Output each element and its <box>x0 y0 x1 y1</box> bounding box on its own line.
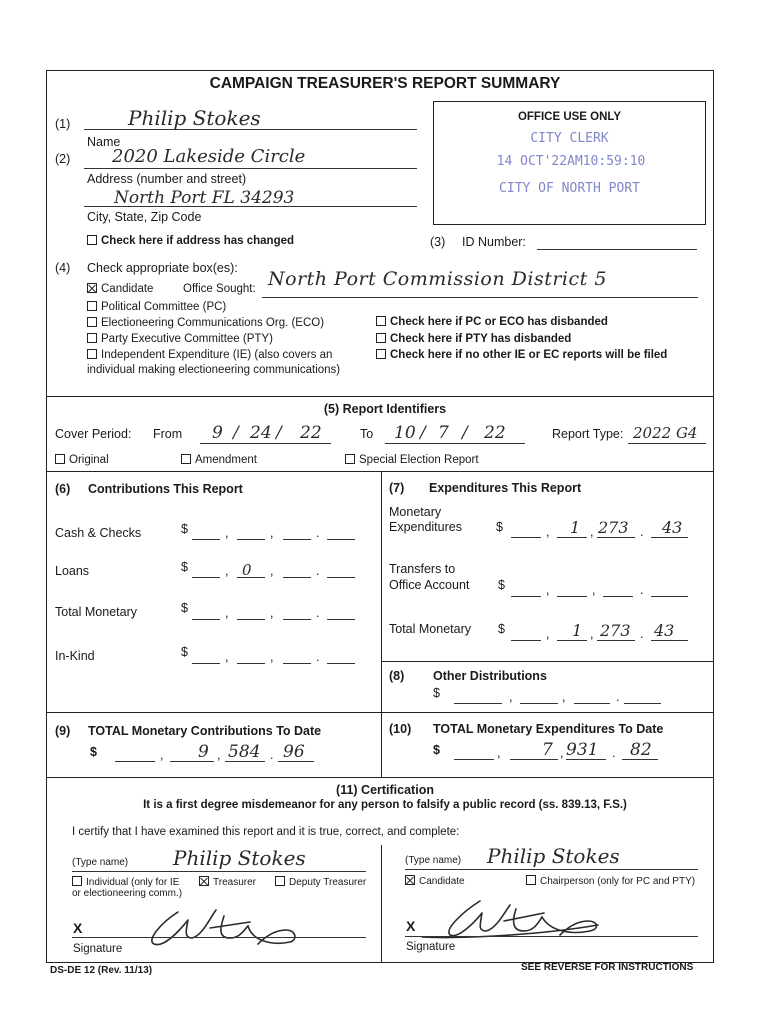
left-name-line <box>72 871 366 872</box>
signature-x-mark: X <box>73 920 83 936</box>
no-other-reports-checkbox[interactable]: Check here if no other IE or EC reports will be filed <box>376 349 667 361</box>
stamp-city-clerk: CITY CLERK <box>530 131 609 146</box>
amendment-checkbox[interactable]: Amendment <box>181 454 257 466</box>
section-7-number: (7) <box>389 481 405 495</box>
pty-checkbox[interactable]: Party Executive Committee (PTY) <box>87 333 273 345</box>
section-6-number: (6) <box>55 482 71 496</box>
city-label: City, State, Zip Code <box>87 210 202 224</box>
to-month[interactable]: 10 <box>394 423 416 443</box>
checkbox-icon[interactable] <box>87 317 97 327</box>
right-signature-line <box>405 936 698 937</box>
from-year[interactable]: 22 <box>300 423 322 443</box>
checkbox-icon[interactable] <box>376 349 386 359</box>
right-signature-scribble <box>420 895 610 945</box>
right-type-name[interactable]: Philip Stokes <box>487 844 620 868</box>
name-line <box>84 129 417 130</box>
from-month[interactable]: 9 <box>212 423 223 443</box>
name-label: Name <box>87 135 121 149</box>
section-1-number: (1) <box>55 117 71 131</box>
section-6-heading: Contributions This Report <box>88 482 243 496</box>
section-2-number: (2) <box>55 152 71 166</box>
checkbox-icon[interactable] <box>55 454 65 464</box>
section-10-heading: TOTAL Monetary Expenditures To Date <box>433 722 664 736</box>
monetary-hundreds[interactable]: 273 <box>598 518 629 537</box>
checkbox-icon[interactable] <box>87 349 97 359</box>
section-8-number: (8) <box>389 669 405 683</box>
divider <box>46 396 714 397</box>
total-monetary-exp-label: Total Monetary <box>389 622 471 636</box>
treasurer-checkbox[interactable]: Treasurer <box>199 876 256 888</box>
pty-disbanded-checkbox[interactable]: Check here if PTY has disbanded <box>376 333 571 345</box>
contrib-to-date-hundreds[interactable]: 584 <box>228 742 261 762</box>
section-9-number: (9) <box>55 724 71 738</box>
column-divider <box>381 845 382 963</box>
divider <box>46 712 714 713</box>
section-3-number: (3) <box>430 235 446 249</box>
contrib-to-date-cents[interactable]: 96 <box>283 742 305 762</box>
left-signature-label: Signature <box>73 943 123 955</box>
section-4-heading: Check appropriate box(es): <box>87 261 238 275</box>
checkbox-icon[interactable] <box>376 333 386 343</box>
form-number: DS-DE 12 (Rev. 11/13) <box>50 965 153 976</box>
left-signature-line <box>72 937 366 938</box>
office-sought-label: Office Sought: <box>183 283 256 295</box>
section-10-number: (10) <box>389 722 412 736</box>
individual-checkbox[interactable]: Individual (only for IE <box>72 876 179 888</box>
divider <box>46 471 714 472</box>
id-number-label: ID Number: <box>462 235 526 249</box>
right-signature-label: Signature <box>406 941 456 953</box>
total-exp-cents[interactable]: 43 <box>654 621 675 640</box>
exp-to-date-cents[interactable]: 82 <box>630 740 652 760</box>
address-value[interactable]: 2020 Lakeside Circle <box>112 146 306 167</box>
office-sought-value[interactable]: North Port Commission District 5 <box>268 268 607 290</box>
stamp-date: 14 OCT'22AM10:59:10 <box>496 154 646 169</box>
checkbox-icon[interactable] <box>376 316 386 326</box>
checked-box-icon[interactable] <box>199 876 209 886</box>
name-value[interactable]: Philip Stokes <box>128 106 261 130</box>
section-7-heading: Expenditures This Report <box>429 481 582 495</box>
individual-description: or electioneering comm.) <box>72 888 183 899</box>
dollar-sign: $ <box>90 745 97 759</box>
monetary-cents[interactable]: 43 <box>662 518 683 537</box>
to-label: To <box>360 427 374 441</box>
left-signature-scribble <box>140 900 300 952</box>
dollar-sign: $ <box>181 645 188 659</box>
cash-checks-label: Cash & Checks <box>55 526 142 540</box>
section-8-heading: Other Distributions <box>433 669 547 683</box>
monetary-label: Monetary <box>389 505 442 519</box>
type-name-label: (Type name) <box>405 855 462 866</box>
dollar-sign: $ <box>181 522 188 536</box>
office-account-label: Office Account <box>389 578 470 592</box>
special-election-checkbox[interactable]: Special Election Report <box>345 454 479 466</box>
eco-checkbox[interactable]: Electioneering Communications Org. (ECO) <box>87 317 324 329</box>
exp-to-date-hundreds[interactable]: 931 <box>566 740 599 760</box>
dollar-sign: $ <box>496 520 503 534</box>
candidate-checkbox[interactable]: Candidate <box>87 283 153 295</box>
column-divider <box>381 471 382 777</box>
checkbox-icon[interactable] <box>275 876 285 886</box>
certify-statement: I certify that I have examined this report and it is true, correct, and complete: <box>72 826 460 838</box>
type-name-label: (Type name) <box>72 857 129 868</box>
city-value[interactable]: North Port FL 34293 <box>114 188 295 208</box>
checkbox-icon[interactable] <box>526 875 536 885</box>
checkbox-icon[interactable] <box>72 876 82 886</box>
section-5-heading: (5) Report Identifiers <box>323 402 447 416</box>
total-monetary-contrib-label: Total Monetary <box>55 605 137 619</box>
dollar-sign: $ <box>181 560 188 574</box>
checkbox-icon[interactable] <box>87 235 97 245</box>
from-day[interactable]: 24 <box>250 423 272 443</box>
checkbox-icon[interactable] <box>345 454 355 464</box>
ie-description: individual making electioneering communications) <box>87 364 341 376</box>
chairperson-checkbox[interactable]: Chairperson (only for PC and PTY) <box>526 875 695 887</box>
contrib-to-date-thousands[interactable]: 9 <box>198 742 209 762</box>
to-line <box>385 443 525 444</box>
section-11-heading: (11) Certification <box>336 783 434 797</box>
section-4-number: (4) <box>55 261 71 275</box>
section-9-heading: TOTAL Monetary Contributions To Date <box>88 724 322 738</box>
checked-box-icon[interactable] <box>405 875 415 885</box>
total-exp-thousands[interactable]: 1 <box>572 621 583 640</box>
id-number-field[interactable] <box>537 249 697 250</box>
from-line <box>200 443 331 444</box>
address-label: Address (number and street) <box>87 172 247 186</box>
office-use-title: OFFICE USE ONLY <box>517 111 622 123</box>
dollar-sign: $ <box>181 601 188 615</box>
ie-checkbox[interactable]: Independent Expenditure (IE) (also covers an <box>87 349 332 361</box>
signature-x-mark: X <box>406 918 416 934</box>
total-exp-hundreds[interactable]: 273 <box>600 621 631 640</box>
pc-checkbox[interactable]: Political Committee (PC) <box>87 301 226 313</box>
address-line <box>84 168 417 169</box>
checkbox-icon[interactable] <box>87 301 97 311</box>
dollar-sign: $ <box>433 686 440 700</box>
right-name-line <box>405 869 698 870</box>
to-year[interactable]: 22 <box>484 423 506 443</box>
report-type-value[interactable]: 2022 G4 <box>633 424 698 442</box>
loans-value[interactable]: 0 <box>242 561 252 579</box>
expenditures-label: Expenditures <box>389 520 462 534</box>
from-label: From <box>153 427 183 441</box>
monetary-thousands[interactable]: 1 <box>570 518 581 537</box>
reverse-instructions: SEE REVERSE FOR INSTRUCTIONS <box>521 962 694 973</box>
exp-to-date-thousands[interactable]: 7 <box>542 740 553 760</box>
dollar-sign: $ <box>498 622 505 636</box>
in-kind-label: In-Kind <box>55 649 95 663</box>
cover-period-label: Cover Period: <box>55 427 132 441</box>
checkbox-icon[interactable] <box>181 454 191 464</box>
stamp-city: CITY OF NORTH PORT <box>499 181 640 196</box>
pc-disbanded-checkbox[interactable]: Check here if PC or ECO has disbanded <box>376 316 608 328</box>
report-type-label: Report Type: <box>552 427 624 441</box>
left-type-name[interactable]: Philip Stokes <box>173 846 306 870</box>
divider <box>46 777 714 778</box>
deputy-treasurer-checkbox[interactable]: Deputy Treasurer <box>275 876 366 888</box>
checked-box-icon[interactable] <box>87 283 97 293</box>
checkbox-icon[interactable] <box>87 333 97 343</box>
address-changed-checkbox[interactable]: Check here if address has changed <box>87 235 294 247</box>
candidate-cert-checkbox[interactable]: Candidate <box>405 875 465 887</box>
misdemeanor-warning: It is a first degree misdemeanor for any person to falsify a public record (ss. 839.13, F.S.) <box>143 799 627 811</box>
dollar-sign: $ <box>498 578 505 592</box>
divider <box>381 661 714 662</box>
original-checkbox[interactable]: Original <box>55 454 109 466</box>
city-line <box>84 206 417 207</box>
form-title: CAMPAIGN TREASURER'S REPORT SUMMARY <box>209 75 561 92</box>
transfers-label: Transfers to <box>389 562 456 576</box>
office-sought-line <box>262 297 698 298</box>
dollar-sign: $ <box>433 743 440 757</box>
loans-label: Loans <box>55 564 90 578</box>
report-type-line <box>628 443 706 444</box>
to-day[interactable]: 7 <box>438 423 449 443</box>
